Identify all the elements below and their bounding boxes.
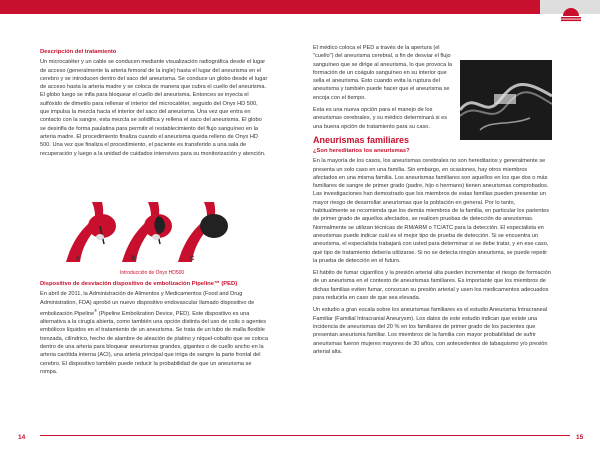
section-title-pipeline: Dispositivo de desviación dispositivo de embolización Pipeline™ (PED) xyxy=(40,281,238,287)
page-number-right: 15 xyxy=(576,434,584,441)
left-column xyxy=(40,48,268,162)
familial-paragraph-3: Un estudio a gran escala sobre los aneurismas familiares es el estudio Aneurisma Intracraneal Familiar (Familial Intracranial Aneurysm). Los datos de este estudio indican que existe una incidencia de aneurismas del 20 % en los familiares de primer grado de los pacientes que presentan aneurisma familiar. Los miembros de la familia con mayor probabilidad de sufrir aneurismas fueron mujeres mayores de 30 años, con antecedentes de tabaquismo y/o presión arterial alta. xyxy=(313,307,548,355)
figure-label-c: C xyxy=(190,256,195,262)
footer-rule xyxy=(40,435,570,436)
figure-label-a: A xyxy=(76,256,81,262)
figure-panel-b xyxy=(122,202,172,262)
section-title-familial: Aneurismas familiares xyxy=(313,134,410,145)
header-bar xyxy=(0,0,600,14)
ped-option-paragraph: Esta es una nueva opción para el manejo de los aneurismas cerebrales, y su médico determinará si es una buena opción de tratamiento para su caso. xyxy=(313,107,447,130)
ped-paragraph: El médico coloca el PED a través de la apertura (el "cuello") del aneurisma cerebral, a fin de desviar el flujo sanguíneo que se dirige al aneurisma, lo que provoca la formación de un coágulo sanguíneo en su interior que sella el aneurisma. Esto cuando evita la ruptura del aneurisma y también puede hacer que el aneurisma se encoja con el tiempo. xyxy=(313,45,453,101)
registered-mark: ® xyxy=(94,307,98,313)
pipeline-text-b: (Pipeline Embolization Device, PED). Este dispositivo es una alternativa a la cirugía abierta, como también una opción distinta del uso de coils o agentes embólicos líquidos en el tratamiento de un aneurisma. Se trata de un tubo de malla flexible trenzada, cilíndrico, hecho de alambre de aleación de platino y níquel-cobalto que se coloca dentro de una arteria para bloquear aneurismas grandes, gigantes o de cuello ancho en la arteria carótida interna (ACI), una arteria principal que irriga de sangre la parte frontal del cerebro. El dispositivo también puede reducir la probabilidad de que un aneurisma se rompa. xyxy=(40,310,268,375)
page-number-left: 14 xyxy=(18,434,26,441)
pipeline-paragraph xyxy=(40,290,268,376)
familial-paragraph-1: En la mayoría de los casos, los aneurismas cerebrales no son hereditarios y generalmente se presenta un solo caso en una familia. Sin embargo, en ocasiones, hay otros miembros afectados en una misma familia. Los aneurismas familiares son aquellos en los que dos o más familiares de sangre de primer grado (padre, hijo o hermano) tienen aneurismas comprobados. Las investigaciones han demostrado que los miembros de estas familias pueden presentar un mayor riesgo de desarrollar aneurismas que la población en general. Por lo tanto, habitualmente se recomienda que los demás miembros de la familia, en particular los parientes de primer grado de aquellos afectados, se realicen pruebas de detección de aneurismas. Normalmente se utilizan técnicas de RM/ARM o TC/ATC para la detección. El especialista en aneurismas puede indicar cuál es el mejor tipo de prueba de detección. Si se encuentra un aneurisma, el especialista trabajará con usted para determinar si se debe tratar, y en ese caso, qué tipo de tratamiento debería utilizarse. Si no se detecta ningún aneurisma, se puede repetir la prueba de detección en el futuro. xyxy=(313,158,549,264)
familial-paragraph-2: El hábito de fumar cigarrillos y la presión arterial alta pueden incrementar el riesgo de formación de un aneurisma en el contexto de aneurismas familiares. Es importante que los miembros de dichas familias eviten fumar, conozcan su presión arterial y usen los medicamentos adecuados para reducirla en caso de que sea elevada. xyxy=(313,270,551,302)
onyx-illustration xyxy=(62,202,230,264)
header-accent-stripe xyxy=(0,0,540,14)
figure-caption: Introducción de Onyx HD500 xyxy=(120,270,185,276)
pipeline-text-a: En abril de 2011, la Administración de Alimentos y Medicamentos (Food and Drug Administration, FDA) aprobó un nuevo dispositivo endovascular llamado dispositivo de embolización Pipeline xyxy=(40,291,255,317)
figure-panel-a xyxy=(66,202,116,262)
section-title-treatment: Descripción del tratamiento xyxy=(40,49,117,55)
section-subtitle-hereditary: ¿Son hereditarios los aneurismas? xyxy=(313,147,410,154)
left-column-lower xyxy=(40,280,268,380)
treatment-paragraph: Un microcatéter y un cable se conducen mediante visualización radiográfica desde el lugar de acceso (generalmente la arteria femoral de la ingle) hasta el lugar del aneurisma en el cerebro y se introducen dentro del saco del aneurisma. Se conduce un globo desde el lugar de acceso hasta la arteria madre y se coloca de manera que cubra el cuello del aneurisma. El globo luego se infla para bloquear el cuello del aneurisma. Entonces se inyecta el sulfóxido de dimetilo para rellenar el interior del microcatéter, seguido del Onyx HD 500, que impulsa la mezcla hacia el interior del saco del aneurisma. Una vez que entra en contacto con la sangre, esta mezcla se solidifica y rellena el saco del aneurisma. El globo se desinfla de forma paulatina para permitir el restablecimiento del flujo sanguíneo en la arteria madre. El procedimiento finaliza cuando el aneurisma queda relleno de Onyx HD 500. Una vez que finaliza el procedimiento, el paciente es transferido a una sala de recuperación y luego a la unidad de cuidados intensivos para su monitorización y atención. xyxy=(40,59,268,157)
right-column xyxy=(313,44,551,360)
figure-label-b: B xyxy=(131,256,136,262)
dome-logo-icon xyxy=(560,6,582,22)
figure-panel-c xyxy=(178,202,228,262)
